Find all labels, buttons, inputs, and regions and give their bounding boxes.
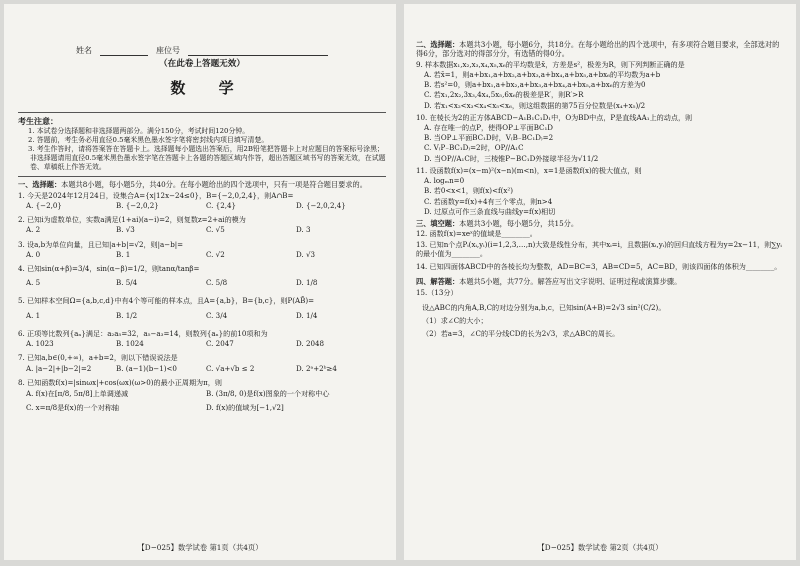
- option: D. √3: [296, 249, 315, 259]
- question-8-options: [26, 389, 386, 412]
- question-11: 11. 设函数f(x)=(x−m)²(x−n)(m<n)，x=1是函数f(x)的极大值点，则: [416, 165, 642, 175]
- page-1: [4, 4, 396, 560]
- question-3: 3. 设a,b为单位向量，且已知|a+b|=√2，则|a−b|=: [18, 239, 184, 249]
- name-label: 姓名: [76, 46, 92, 55]
- question-1-options: [26, 201, 386, 210]
- option: B. 1/2: [116, 310, 138, 320]
- name-blank: [100, 46, 148, 56]
- question-2: 2. 已知i为虚数单位，实数a满足(1+ai)(a−i)=2，则复数z=2+ai的模为: [18, 215, 246, 225]
- option: C. √2: [206, 249, 225, 259]
- option: D. 过原点可作三条直线与曲线y=f(x)相切: [424, 206, 556, 216]
- option: D. f(x)的值域为[−1,√2]: [206, 403, 284, 413]
- option: A. 存在唯一的点P，使得OP⊥平面BC₁D: [424, 123, 553, 133]
- section-4-heading: 四、解答题：本题共5小题，共77分。解答应写出文字说明、证明过程或演算步骤。: [416, 277, 682, 287]
- question-5-options: [26, 311, 386, 320]
- option: B. √3: [116, 225, 135, 235]
- option: D. 若x₁<x₂<x₃<x₄<x₅<x₆，则这组数据的第75百分位数是(x₄+x₅)/2: [424, 100, 646, 110]
- question-9: 9. 样本数据x₁,x₂,x₃,x₄,x₅,x₆的平均数是x̄，方差是s²，极差为R，则下列判断正确的是: [416, 59, 685, 69]
- option: D. 2048: [296, 339, 324, 349]
- option: C. {2,4}: [206, 200, 236, 210]
- question-2-options: [26, 225, 386, 234]
- page-footer: 【D−025】数学试卷 第2页（共4页）: [537, 542, 663, 552]
- question-8: 8. 已知函数f(x)=|sinωx|+cos(ωx)(ω>0)的最小正周期为π，则: [18, 377, 222, 387]
- question-7: 7. 已知a,b∈(0,+∞)，a+b=2，则以下错误说法是: [18, 353, 178, 363]
- seat-label: 座位号: [156, 46, 180, 55]
- option: B. 若s²=0，则a+bx₁,a+bx₂,a+bx₃,a+bx₄,a+bx₅,a+bx₆的方差为0: [424, 80, 646, 90]
- question-3-options: [26, 250, 386, 259]
- option: A. 2: [26, 225, 41, 235]
- question-15-part-1: （1）求∠C的大小；: [422, 316, 488, 326]
- option: B. 1: [116, 249, 131, 259]
- question-6-options: [26, 339, 386, 348]
- question-12: 12. 函数f(x)=xeˣ的值域是________。: [416, 229, 537, 239]
- option: C. 5/8: [206, 278, 228, 288]
- question-10: 10. 在棱长为2的正方体ABCD−A₁B₁C₁D₁中，O为BD中点，P是直线AA₁上的动点，则: [416, 112, 693, 122]
- question-6: 6. 正项等比数列{aₙ}满足：a₂a₅=32，a₅−a₃=14，则数列{aₙ}的前10项和为: [18, 328, 268, 338]
- option: A. logₘn=0: [424, 176, 465, 186]
- option: A. {−2,0}: [26, 200, 62, 210]
- seat-blank: [188, 46, 328, 56]
- option: D. 1/4: [296, 310, 318, 320]
- notes-title: 考生注意：: [18, 116, 58, 127]
- question-10-options: [424, 123, 786, 163]
- option: B. 当OP⊥平面BC₁D时，V₍B₋BC₁D₎=2: [424, 133, 554, 143]
- note-3: 3. 考生作答时，请将答案答在答题卡上。选择题每小题选出答案后，用2B铅笔把答题卡上对应题目的答案标号涂黑；非选择题请用直径0.5毫米黑色墨水签字笔在答题卡上各题的答题区域内作答，超出答题区域书写的答案无效，在试题卷、草稿纸上作答无效。: [28, 145, 386, 172]
- option: D. 当OP//A₁C时，三棱锥P−BC₁D外接球半径为√11/2: [424, 153, 599, 163]
- subject-title: 数 学: [170, 78, 248, 97]
- option: C. V₍P₋BC₁D₎=2时，OP//A₁C: [424, 143, 524, 153]
- option: A. |a−2|+|b−2|=2: [26, 363, 92, 373]
- section-3-heading: 三、填空题：本题共3小题，每小题5分，共15分。: [416, 219, 579, 228]
- option: B. 若0<x<1，则f(x)<f(x²): [424, 186, 514, 196]
- question-9-options: [424, 70, 786, 110]
- question-4: 4. 已知sin(α+β)=3/4，sin(α−β)=1/2，则tanα/tanβ=: [18, 263, 200, 273]
- option: C. 若x₁,2x₂,3x₃,4x₄,5x₅,6x₆的极差是R′，则R′>R: [424, 90, 584, 100]
- option: A. 0: [26, 249, 41, 259]
- option: D. {−2,0,2,4}: [296, 200, 346, 210]
- section-2-heading: 二、选择题：本题共3小题，每小题6分，共18分。在每小题给出的四个选项中，有多项符合题目要求，全部选对的得6分，部分选对的得部分分，有选错的得0分。: [416, 40, 780, 59]
- option: B. 1024: [116, 339, 144, 349]
- option: A. 5: [26, 278, 41, 288]
- student-info: [18, 46, 386, 56]
- divider: [18, 176, 386, 177]
- question-15: 15.（13分）: [416, 287, 458, 297]
- question-11-options: [424, 176, 786, 216]
- option: B. (a−1)(b−1)<0: [116, 363, 177, 373]
- question-4-options: [26, 278, 386, 287]
- question-1: 1. 今天是2024年12月24日，设集合A={x|12x−24≤0}，B={−2,0,2,4}，则A∩B=: [18, 190, 294, 200]
- page-footer: 【D−025】数学试卷 第1页（共4页）: [137, 542, 263, 552]
- note-2: 2. 答题前，考生务必用直径0.5毫米黑色墨水签字笔将密封线内项目填写清楚。: [28, 136, 269, 145]
- option: C. x=π/8是f(x)的一个对称轴: [26, 403, 120, 413]
- divider: [18, 112, 386, 113]
- section-1-heading: 一、选择题：本题共8小题，每小题5分，共40分。在每小题给出的四个选项中，只有一项是符合题目要求的。: [18, 180, 367, 190]
- option: B. 5/4: [116, 278, 138, 288]
- question-15-part-2: （2）若a=3，∠C的平分线CD的长为2√3，求△ABC的周长。: [422, 329, 620, 339]
- option: B. (3π/8, 0)是f(x)图象的一个对称中心: [206, 388, 330, 398]
- option: C. √a+√b ≤ 2: [206, 363, 255, 373]
- option: D. 3: [296, 225, 311, 235]
- option: A. 1023: [26, 339, 54, 349]
- question-7-options: [26, 364, 386, 373]
- option: C. 2047: [206, 339, 234, 349]
- option: A. f(x)在[π/8, 5π/8]上单调递减: [26, 388, 129, 398]
- invalid-notice: （在此卷上答题无效）: [159, 59, 245, 70]
- page-2: [404, 4, 796, 560]
- question-15-stem: 设△ABC的内角A,B,C的对边分别为a,b,c，已知sin(A+B)=2√3 sin²(C/2)。: [422, 302, 666, 312]
- option: C. 3/4: [206, 310, 228, 320]
- option: A. 1: [26, 310, 41, 320]
- note-1: 1. 本试卷分选择题和非选择题两部分。满分150分，考试时间120分钟。: [28, 127, 250, 136]
- option: B. {−2,0,2}: [116, 200, 159, 210]
- option: D. 1/8: [296, 278, 318, 288]
- question-14: 14. 已知四面体ABCD中的各棱长均为整数，AD=BC=3，AB=CD=5，AC=BD，则该四面体的体积为________。: [416, 262, 782, 272]
- question-5: 5. 已知样本空间Ω={a,b,c,d}中有4个等可能的样本点，且A={a,b}，B={b,c}，则P(AB̄)=: [18, 296, 315, 306]
- option: C. √5: [206, 225, 225, 235]
- option: D. 2ᵃ+2ᵇ≥4: [296, 363, 337, 373]
- option: C. 若函数y=f(x)+4有三个零点，则n>4: [424, 196, 553, 206]
- option: A. 若x̄=1，则a+bx₁,a+bx₂,a+bx₃,a+bx₄,a+bx₅,a+bx₆的平均数为a+b: [424, 69, 661, 79]
- question-13: 13. 已知n个点Pᵢ(xᵢ,yᵢ)(i=1,2,3,…,n)大致是线性分布，其中xᵢ=i，且数据(xᵢ,yᵢ)的回归直线方程为y=2x−11，则∑yᵢ的最小值为________。: [416, 239, 782, 258]
